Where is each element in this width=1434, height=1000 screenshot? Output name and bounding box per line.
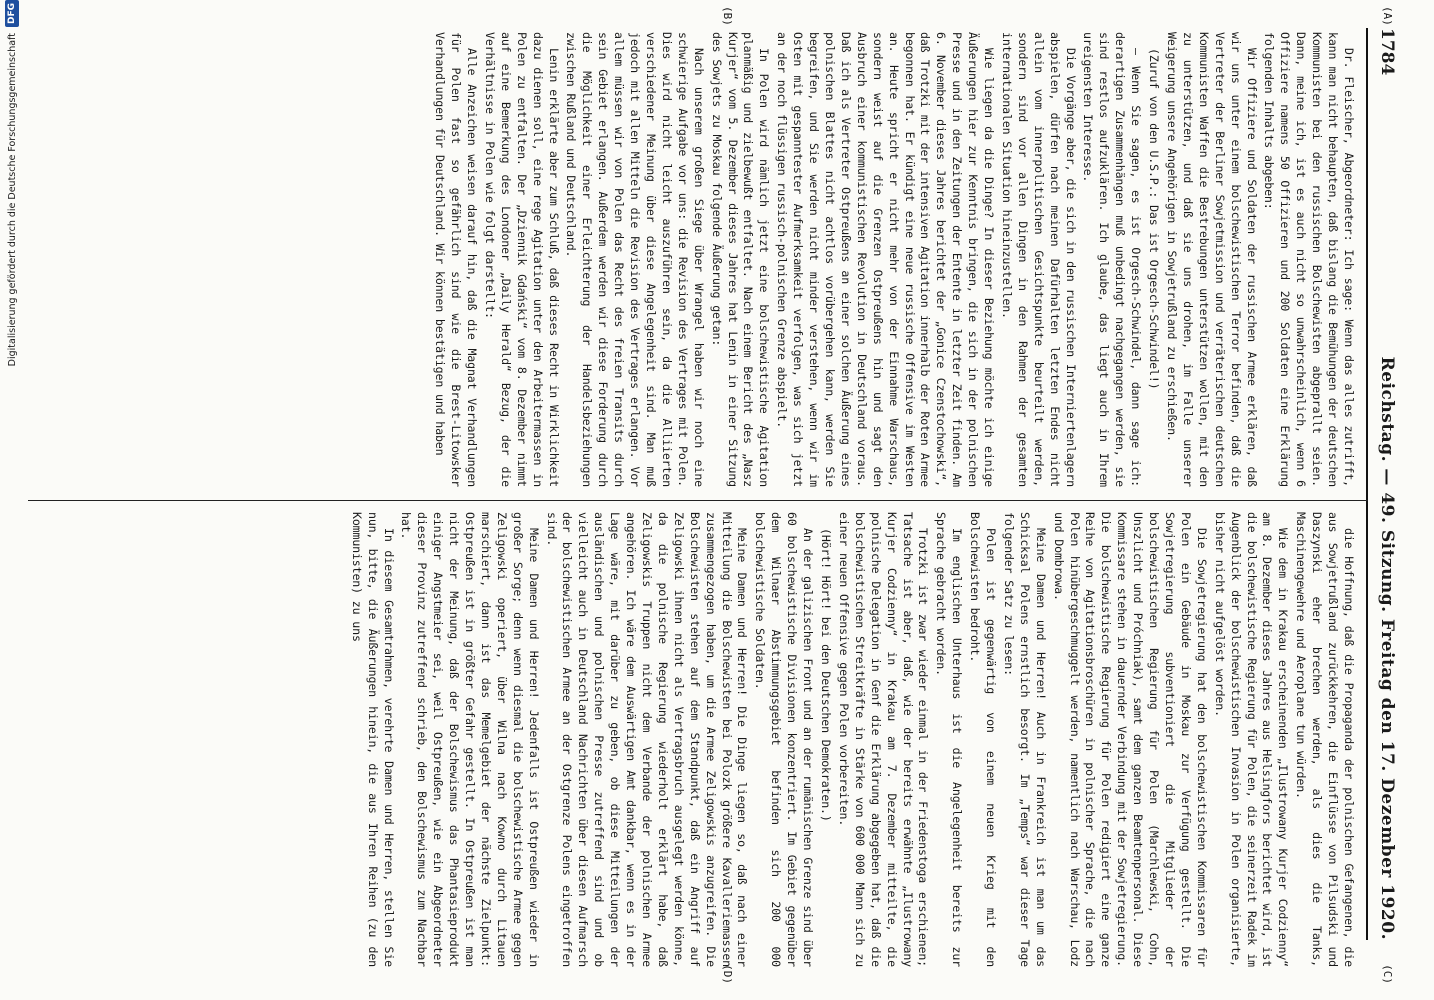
paragraph: Die Sowjetregierung hat den bolschewistischen Kommissaren für Polen ein Gebäude in Moskau zur Verfügung gestellt. Die Sowjetregierung subventioniert die Mitglieder der bolschewistischen Regierung für Polen (Marchlewski, Cohn, Unszlicht und Próchniak), samt dem ganzen Beamtenpersonal. Diese Kommissare stehen in dauernder Verbindung mit der Sowjetregierung. Die bolschewistische Regierung für Polen redigiert eine ganze Reihe von Agitationsbroschüren in polnischer Sprache, die nach Polen hinübergeschmuggelt werden, namentlich nach Warschau, Lodz und Dombrowa.: [1051, 512, 1209, 967]
paragraph: Meine Damen und Herren! Jedenfalls ist Ostpreußen wieder in großer Sorge; denn wenn diesmal die bolschewistische Armee gegen Zeligowski operiert, über Wilna nach Kowno durch Litauen marschiert, dann ist das Memelgebiet der nächste Zielpunkt: Ostpreußen ist in größter Gefahr gestellt. In Ostpreußen ist man nicht der Meinung, daß der Bolschewismus das Phantasieprodukt einiger Angstmeier sei, weil Ostpreußen, wie ein Abgeordneter dieser Provinz zutreffend schrieb, den Bolschewismus zum Nachbar hat.: [399, 512, 541, 967]
paragraph: An der galizischen Front und an der rumänischen Grenze sind über 60 bolschewistische Divisionen konzentriert. Im Gebiet gegenüber dem Wilnaer Abstimmungsgebiet befinden sich 200 000 bolschewistische Soldaten.: [753, 512, 816, 967]
text-column-right: [26, 512, 1356, 967]
paragraph: (Zuruf von den U.S.P.: Das ist Orgesch-Schwindel!): [1147, 48, 1162, 390]
paragraph: Die Vorgänge aber, die sich in den russischen Interniertenlagern abspielen, dürfen nach meinen Dafürhalten letzten Endes nicht allein vom innerpolitischen Gesichtspunkte beurteilt werden, sondern sind vor allen Dingen in den Rahmen der gesamten internationalen Situation hineinzustellen.: [999, 32, 1078, 487]
column-mark-d: (D): [721, 964, 734, 984]
column-mark-c: (C): [1381, 964, 1394, 984]
column-mark-a: (A): [1381, 6, 1394, 26]
credit-text: Digitalisierung gefördert durch die Deutsche Forschungsgemeinschaft: [6, 33, 18, 367]
paragraph: — Wenn Sie sagen, es ist Orgesch-Schwindel, dann sage ich: derartigen Zusammenhängen muß unbedingt nachgegangen werden, sie sind restlos aufzuklären. Ich glaube, das liegt auch in Ihrem ureigensten Interesse.: [1081, 32, 1144, 487]
dfg-logo-icon: DFG: [5, 0, 19, 27]
paragraph: Dr. Fleischer, Abgeordneter: Ich sage: Wenn das alles zutrifft, kann man nicht behaupten, daß bislang die Bemühungen der deutschen Kommunisten bei den russischen Bolschewisten abgeprallt seien. Dann, meine ich, ist es auch nicht so unwahrscheinlich, wenn 6 Offiziere namens 50 Offizieren und 200 Soldaten eine Erklärung folgenden Inhalts abgeben:: [1262, 32, 1356, 487]
paragraph: (Hört! Hört! bei den Deutschen Demokraten.): [819, 528, 833, 822]
page-title: Reichstag. — 49. Sitzung. Freitag den 17. Dezember 1920.: [1377, 356, 1397, 940]
paragraph: Im englischen Unterhaus ist die Angelegenheit bereits zur Sprache gebracht worden.: [934, 512, 965, 967]
column-mark-b: (B): [721, 6, 734, 26]
paragraph: Polen ist gegenwärtig von einem neuen Krieg mit den Bolschewisten bedroht.: [968, 512, 999, 967]
paragraph: Wie liegen da die Dinge? In dieser Beziehung möchte ich einige Äußerungen hier zur Kenntnis bringen, die sich in der polnischen Presse und in den Zeitungen der Entente in letzter Zeit finden. Am 6. November dieses Jahres berichtet der „Gonice Czenstochowski“, daß Trotzki mit der intensiven Agitation innerhalb der Roten Armee begonnen hat. Er kündigt eine neue russische Offensive im Westen an. Heute spricht er nicht mehr von der Einnahme Warschaus, sondern weist auf die Grenzen Ostpreußens hin und sagt den Ausbruch einer kommunistischen Revolution in Deutschland voraus. Daß ich als Vertreter Ostpreußens an einer solchen Äußerung eines polnischen Blattes nicht achtlos vorübergehen kann, werden Sie begreifen, und Sie werden nicht minder verstehen, wenn wir im Osten mit gespanntester Aufmerksamkeit verfolgen, was sich jetzt an der noch flüssigen russisch-polnischen Grenze abspielt.: [775, 32, 997, 487]
text-column-left: [26, 32, 1356, 487]
paragraph: Nach unserem großen Siege über Wrangel haben wir noch eine schwierige Aufgabe vor uns: die Revision des Vertrages mit Polen. Dies wird nicht leicht auszuführen sein, da die Alliierten verschiedener Meinung über diese Angelegenheit sind. Man muß jedoch mit allen Mitteln die Revision des Vertrages erlangen. Vor allem müssen wir von Polen das Recht des freien Transits durch sein Gebiet erlangen. Außerdem werden wir diese Forderung durch die Möglichkeit einer Erleichterung der Handelsbeziehungen zwischen Rußland und Deutschland.: [564, 32, 706, 487]
paragraph: Alle Anzeichen weisen darauf hin, daß die Magnat Verhandlungen für Polen fast so gefährlich sind wie die Brest-Litowsker Verhandlungen für Deutschland. Wir können bestätigen und haben: [433, 32, 480, 487]
paragraph: Meine Damen und Herren! Die Dinge liegen so, daß nach einer Mitteilung die Bolschewisten bei Polozk größere Kavalleriemassen zusammengezogen haben, um die Armee Zeligowskis anzugreifen. Die Bolschewisten stehen auf dem Standpunkt, daß ein Angriff auf Zeligowski ihnen nicht als Vertragsbruch ausgelegt werden könne, da die polnische Regierung wiederholt erklärt habe, daß Zeligowskis Truppen nicht dem Verbande der polnischen Armee angehören. Ich wäre dem Auswärtigen Amt dankbar, wenn es in der Lage wäre, mit darüber zu geben, ob diese Mitteilungen der ausländischen und polnischen Presse zutreffend sind und ob vielleicht auch in Deutschland Nachrichten über diesen Aufmarsch der bolschewistischen Armee an der Ostgrenze Polens eingetroffen sind.: [544, 512, 750, 967]
header-rule: [1366, 28, 1368, 940]
paragraph: In diesem Gesamtrahmen, verehrte Damen und Herren, stellen Sie nun, bitte, die Äußerungen hinein, die aus Ihren Reihen (zu den Kommunisten) zu uns: [349, 512, 396, 967]
paragraph: Wie dem in Krakau erscheinenden „Ilustrowany Kurjer Codzienny“ am 8. Dezember dieses Jahres aus Helsingfors berichtet wird, ist die bolschewistische Regierung für Polen, die seinerzeit Radek im Augenblick der bolschewistischen Invasion in Polen organisierte, bisher nicht aufgelöst worden.: [1212, 512, 1291, 967]
paragraph: Wir Offiziere und Soldaten der russischen Armee erklären, daß wir uns unter einem bolschewistischen Terror befinden, daß die Vertreter der Berliner Sowjetmission und verräterischen deutschen Kommunisten Waffen die Bestrebungen unterstützen wollen, mit den zu unterstützen, und daß sie uns drohen, im Falle unserer Weigerung unsere Angehörigen in Sowjetrußland zu erschießen.: [1165, 32, 1259, 487]
paragraph: die Hoffnung, daß die Propaganda der polnischen Gefangenen, die aus Sowjetrußland zurückkehren, die Einflüsse von Pilsudski und Daszynski eher brechen werden, als dies die Tanks, Maschinengewehre und Aeroplane tun würden.: [1294, 512, 1356, 967]
digitization-credit: [4, 0, 20, 1000]
page-header: [1370, 28, 1404, 940]
paragraph: Meine Damen und Herren! Auch in Frankreich ist man um das Schicksal Polens ernstlich besorgt. Im „Temps“ war dieser Tage folgender Satz zu lesen:: [1001, 512, 1048, 967]
column-divider: [28, 500, 1368, 501]
paragraph: Trotzki ist zwar wieder einmal in der Friedenstoga erschienen; Tatsache ist aber, daß, wie der bereits erwähnte „Ilustrowany Kurjer Codzienny“ in Krakau am 7. Dezember mitteilte, die polnische Delegation in Genf die Erklärung abgegeben hat, daß die bolschewistischen Streitkräfte in Stärke von 600 000 Mann sich zu einer neuen Offensive gegen Polen vorbereiten.: [836, 512, 931, 967]
paragraph: In Polen wird nämlich jetzt eine bolschewistische Agitation planmäßig und zielbewußt entfaltet. Nach einem Bericht des „Nasz Kurjer“ vom 5. Dezember dieses Jahres hat Lenin in einer Sitzung des Sowjets zu Moskau folgende Äußerung getan:: [709, 32, 772, 487]
page-number: 1784: [1377, 28, 1397, 76]
paragraph: Lenin erklärte aber zum Schluß, daß dieses Recht in Wirklichkeit dazu dienen soll, eine rege Agitation unter den Arbeitermassen in Polen zu entfalten. Der „Dziennik Gdański“ vom 8. Dezember nimmt auf eine Bemerkung des Londoner „Daily Herald“ Bezug, der die Verhältnisse in Polen wie folgt darstellt:: [482, 32, 561, 487]
